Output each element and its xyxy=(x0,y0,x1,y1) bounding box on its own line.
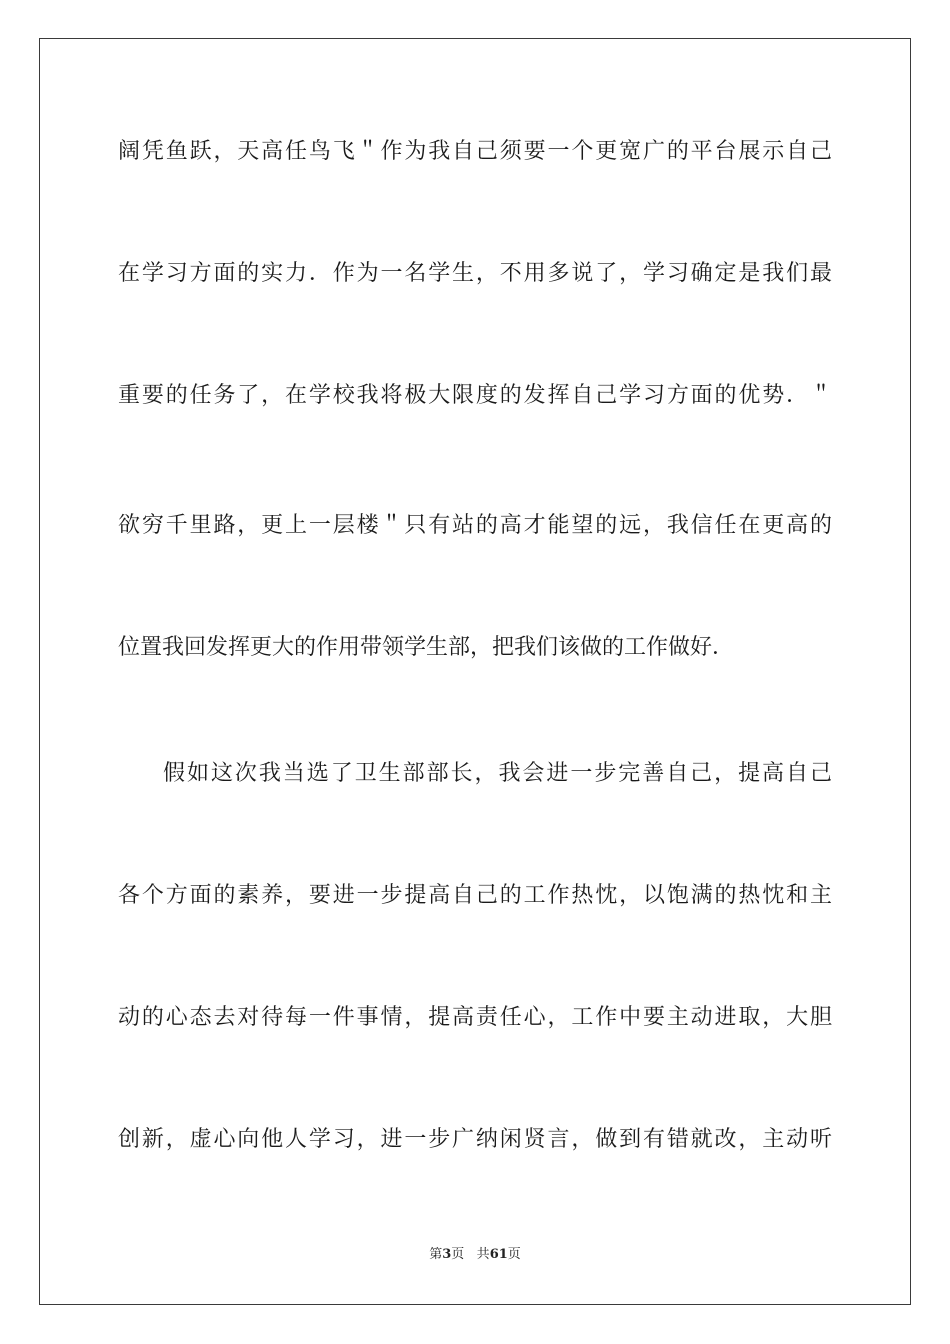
page-prefix: 第 xyxy=(429,1247,443,1262)
page-suffix: 页 xyxy=(451,1247,465,1262)
body-text-line-7: 各个方面的素养，要进一步提高自己的工作热忱，以饱满的热忱和主 xyxy=(118,883,832,908)
body-text-line-8: 动的心态去对待每一件事情，提高责任心，工作中要主动进取，大胆 xyxy=(118,1005,832,1030)
body-text-line-6: 假如这次我当选了卫生部部长，我会进一步完善自己，提高自己 xyxy=(163,761,832,786)
body-text-line-5: 位置我回发挥更大的作用带领学生部，把我们该做的工作做好． xyxy=(118,635,735,660)
body-text-line-4: 欲穷千里路，更上一层楼＂只有站的高才能望的远，我信任在更高的 xyxy=(118,513,832,538)
page-number: 3 xyxy=(442,1247,452,1262)
page-footer xyxy=(0,1246,950,1264)
body-text-line-1: 阔凭鱼跃，天高任鸟飞＂作为我自己须要一个更宽广的平台展示自己 xyxy=(118,139,832,164)
total-pages: 61 xyxy=(489,1247,508,1262)
total-prefix: 共 xyxy=(476,1247,490,1262)
body-text-line-9: 创新，虚心向他人学习，进一步广纳闲贤言，做到有错就改，主动听 xyxy=(118,1127,832,1152)
body-text-line-2: 在学习方面的实力．作为一名学生，不用多说了，学习确定是我们最 xyxy=(118,261,832,286)
body-text-line-3: 重要的任务了，在学校我将极大限度的发挥自己学习方面的优势．＂ xyxy=(118,383,832,408)
page-border xyxy=(39,38,911,1305)
total-suffix: 页 xyxy=(507,1247,521,1262)
